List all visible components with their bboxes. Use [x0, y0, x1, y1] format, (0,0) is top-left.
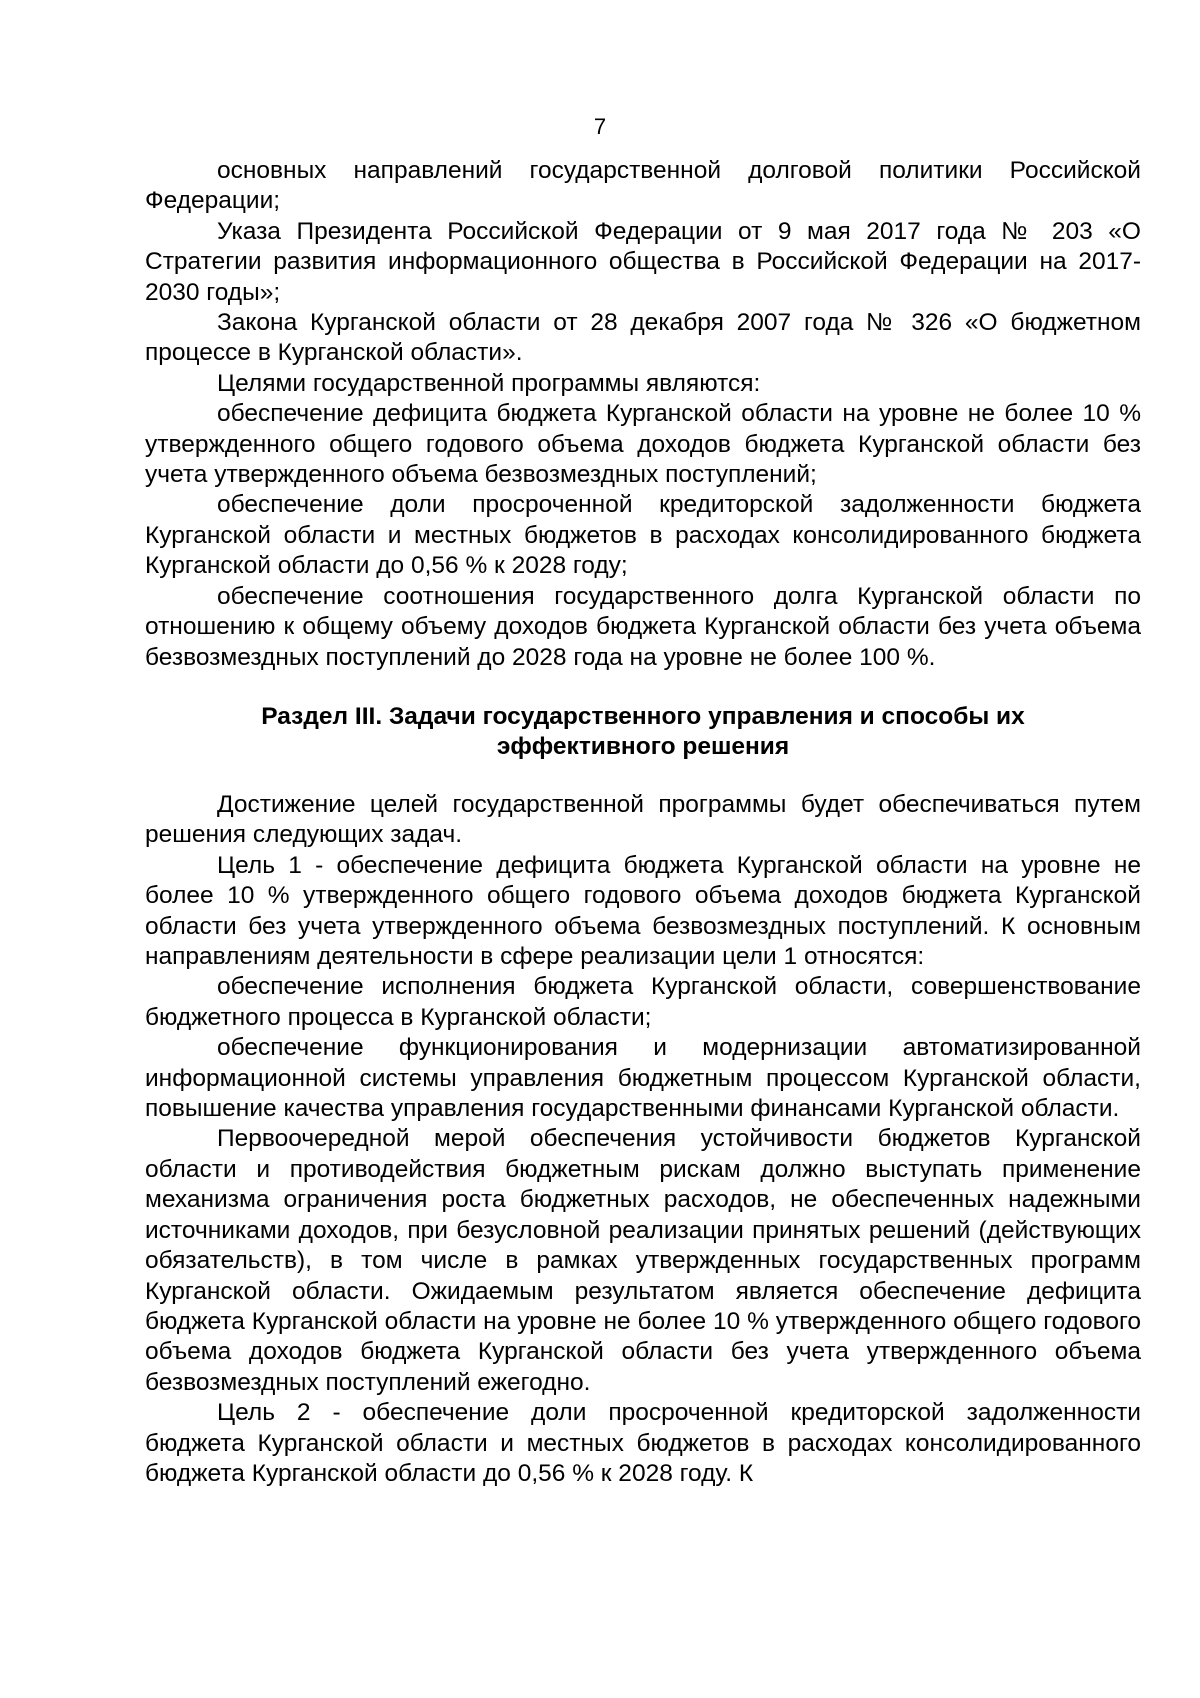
section-heading — [145, 702, 1141, 763]
paragraph: Закона Курганской области от 28 декабря 2007 года № 326 «О бюджетном процессе в Курганской области». — [145, 309, 1141, 367]
paragraph: Целями государственной программы являются: — [217, 369, 761, 397]
paragraph: Достижение целей государственной программы будет обеспечиваться путем решения следующих задач. — [145, 791, 1141, 849]
paragraph: обеспечение соотношения государственного долга Курганской области по отношению к общему объему доходов бюджета Курганской области без учета объема безвозмездных поступлений до 2028 года на уровне не более 100 %. — [145, 582, 1141, 671]
paragraph: обеспечение функционирования и модернизации автоматизированной информационной системы управления бюджетным процессом Курганской области, повышение качества управления государственными финансами Курганской области. — [145, 1034, 1141, 1123]
section-heading-line: Раздел III. Задачи государственного управления и способы их — [261, 703, 1025, 730]
paragraph: Указа Президента Российской Федерации от 9 мая 2017 года № 203 «О Стратегии развития информационного общества в Российской Федерации на 2017-2030 годы»; — [145, 217, 1141, 306]
paragraph: обеспечение исполнения бюджета Курганской области, совершенствование бюджетного процесса в Курганской области; — [145, 973, 1141, 1031]
body-text-bottom — [145, 790, 1141, 1489]
paragraph: Цель 1 - обеспечение дефицита бюджета Курганской области на уровне не более 10 % утвержденного общего годового объема доходов бюджета Курганской области без учета утвержденного объема безвозмездных поступлений. К основным направлениям деятельности в сфере реализации цели 1 относятся: — [145, 851, 1141, 971]
paragraph: Цель 2 - обеспечение доли просроченной кредиторской задолженности бюджета Курганской области и местных бюджетов в расходах консолидированного бюджета Курганской области до 0,56 % к 2028 году. К — [145, 1399, 1141, 1487]
section-heading-line: эффективного решения — [496, 733, 790, 761]
paragraph: обеспечение дефицита бюджета Курганской области на уровне не более 10 % утвержденного общего годового объема доходов бюджета Курганской области без учета утвержденного объема безвозмездных поступлений; — [145, 400, 1141, 489]
body-text-top — [145, 156, 1141, 673]
paragraph: обеспечение доли просроченной кредиторской задолженности бюджета Курганской области и местных бюджетов в расходах консолидированного бюджета Курганской области до 0,56 % к 2028 году; — [145, 491, 1141, 580]
paragraph: Первоочередной мерой обеспечения устойчивости бюджетов Курганской области и противодействия бюджетным рискам должно выступать применение механизма ограничения роста бюджетных расходов, не обеспеченных надежными источниками доходов, при безусловной реализации принятых решений (действующих обязательств), в том числе в рамках утвержденных государственных программ Курганской области. Ожидаемым результатом является обеспечение дефицита бюджета Курганской области на уровне не более 10 % утвержденного общего годового объема доходов бюджета Курганской области без учета утвержденного объема безвозмездных поступлений ежегодно. — [145, 1125, 1141, 1396]
paragraph: основных направлений государственной долговой политики Российской Федерации; — [145, 157, 1141, 215]
page-number: 7 — [593, 114, 607, 139]
